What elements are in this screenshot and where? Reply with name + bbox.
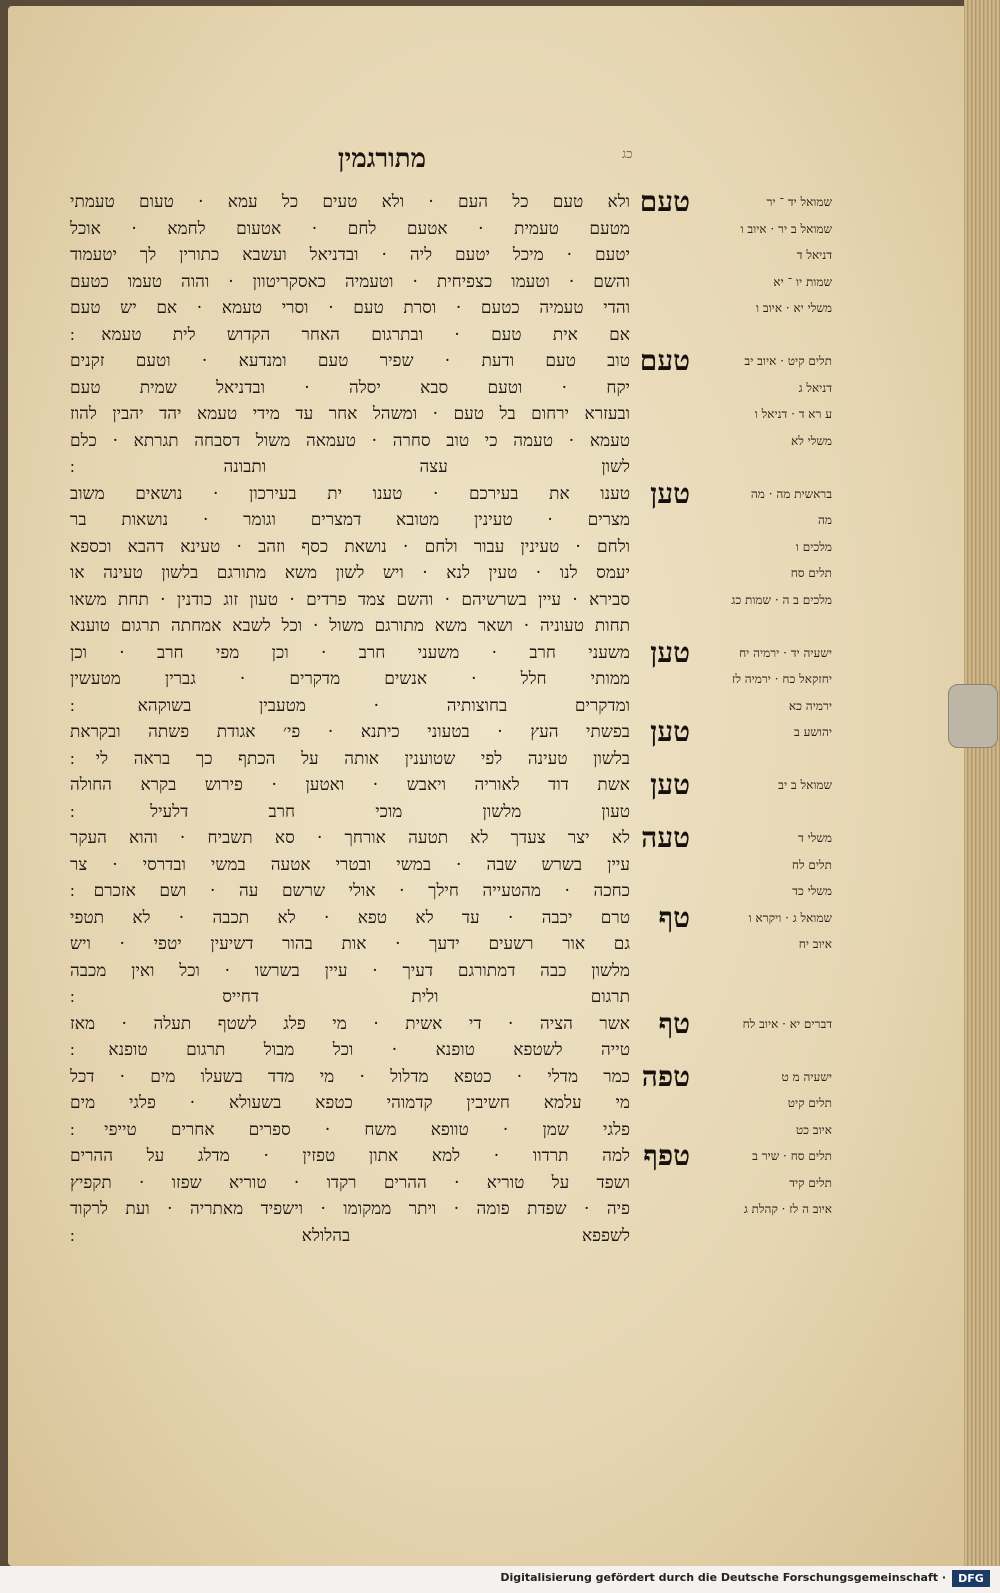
text-line: אשר הציה · די אשית · מי פלג לשטף תעלה · מאז bbox=[70, 1013, 630, 1034]
folio-number: כג bbox=[622, 147, 633, 162]
text-line: לשון עצה ותבונה ׃ bbox=[70, 457, 630, 477]
digitization-footer bbox=[0, 1566, 1000, 1593]
headword: טפה bbox=[641, 1059, 690, 1093]
footer-credit: Digitalisierung gefördert durch die Deutsche Forschungsgemeinschaft · bbox=[500, 1571, 946, 1584]
text-line: טוב טעם ודעת · שפיר טעם ומנדעא · וטעם זקנים bbox=[70, 351, 630, 371]
headword: טף bbox=[658, 1006, 690, 1040]
margin-reference: דניאל ד bbox=[796, 248, 832, 262]
text-line: לא יצר צעדך לא תטעה אורחך · סא תשביח · והוא העקר bbox=[70, 828, 630, 848]
margin-reference: תלים קיד bbox=[789, 1175, 832, 1190]
margin-reference: בראשית מה · מה bbox=[750, 486, 832, 501]
text-line: פיה · שפדת פומה · ויתר ממקומו · וישפיד מאתריה · ועת לרקוד bbox=[70, 1199, 630, 1219]
margin-reference: משלי לא bbox=[791, 433, 832, 448]
page-header: מתורגמין bbox=[337, 144, 427, 174]
margin-reference: תלים קיט · איוב יב bbox=[744, 354, 832, 368]
margin-reference: תלים סח · שיר ב bbox=[752, 1149, 832, 1163]
margin-reference: שמואל ג · ויקרא ו bbox=[748, 910, 832, 925]
text-line: אם אית טעם · ובתרגום האחר הקדוש לית טעמא ׃ bbox=[70, 324, 630, 345]
headword: טען bbox=[650, 635, 690, 669]
margin-reference: ירמיה כא bbox=[788, 698, 832, 713]
text-line: ממותי חלל · אנשים מדקרים · גברין מטעשין bbox=[70, 669, 630, 689]
margin-reference: משלי יא · איוב ו bbox=[755, 301, 832, 315]
text-line: יטעם · מיכל יטעם ליה · ובדניאל ועשבא כתורין לך יטעמוד bbox=[70, 245, 630, 265]
text-line: אשת דוד לאוריה ויאבש · ואטען · פירוש בקרא החולה bbox=[70, 775, 630, 795]
main-text bbox=[70, 188, 630, 1258]
text-line: כמר מדלי · כטפא מדלול · מי מדד בשעלו מים · דכל bbox=[70, 1066, 630, 1087]
margin-reference: יהושע ב bbox=[793, 725, 832, 739]
margin-reference: ישעיה מ ט bbox=[781, 1069, 832, 1084]
margin-reference: שמואל ב יב bbox=[778, 778, 832, 792]
margin-reference: איוב ה לז · קהלת ג bbox=[743, 1202, 832, 1216]
margin-reference: דברים יא · איוב לח bbox=[742, 1016, 832, 1031]
margin-reference: תלים קיט bbox=[787, 1096, 832, 1110]
margin-reference: יחזקאל כח · ירמיה לז bbox=[731, 672, 832, 686]
headword: טעם bbox=[639, 185, 690, 218]
margin-reference: שמות יו ־ יא bbox=[773, 274, 832, 289]
text-line: ושפד על טוריא · ההרים רקדו · טוריא שפזו · תקפיץ bbox=[70, 1172, 630, 1193]
text-line: יקח · וטעם סבא יסלה · ובדניאל שמית טעם bbox=[70, 377, 630, 398]
text-line: ולחם · טעינין עבור ולחם · נושאת כסף וזהב · טעינא דהבא וכספא bbox=[70, 536, 630, 557]
text-line: כחכה · מהטעייה חילך · אולי שרשם עה · ושם אזכרם ׃ bbox=[70, 881, 630, 901]
margin-reference: איוב יח bbox=[798, 937, 832, 951]
margin-reference: איוב כט bbox=[795, 1122, 832, 1137]
text-line: משעני חרב · משעני חרב · וכן מפי חרב · וכן bbox=[70, 642, 630, 663]
headword: טעם bbox=[639, 344, 690, 377]
text-line: והדי טעמיה כטעם · וסרת טעם · וסרי טעמא · אם יש טעם bbox=[70, 298, 630, 318]
text-line: מטעם טעמית · אטעם לחם · אטעום לחמא · אוכל bbox=[70, 218, 630, 239]
text-line: מלשון כבה דמתורגם דעיך · עיין בשרשו · וכל ואין מכבה bbox=[70, 960, 630, 981]
headword: טען bbox=[650, 715, 690, 748]
headword: טפף bbox=[643, 1139, 690, 1172]
text-line: בפשתי העץ · בטעוני כיתנא · פי׳ אגודת פשתה ובקראת bbox=[70, 722, 630, 742]
dfg-logo[interactable]: DFG bbox=[952, 1570, 990, 1587]
text-line: טעון מלשון מוכי חרב דלעיל ׃ bbox=[70, 801, 630, 822]
text-line: מצרים · טעינין מטובא דמצרים וגומר · נושאות בר bbox=[70, 510, 630, 530]
margin-reference: דניאל ג bbox=[798, 380, 832, 395]
text-line: טעמא · טעמה כי טוב סחרה · טעמאה משול דסבחה תגרתא · כלם bbox=[70, 430, 630, 451]
text-line: תרגום ולית דחייס ׃ bbox=[70, 987, 630, 1007]
margin-reference: תלים סח bbox=[790, 566, 832, 580]
margin-references bbox=[692, 188, 832, 1258]
text-line: פלגי שמן · טוופא משח · ספרים אחרים טייפי ׃ bbox=[70, 1119, 630, 1140]
text-line: טענו את בעירכם · טענו ית בעירכון · נושאים משוב bbox=[70, 483, 630, 504]
text-line: בלשון טעינה לפי שטוענין אותה על הכתף כך בראה לי ׃ bbox=[70, 748, 630, 769]
headword-column bbox=[630, 185, 690, 1258]
margin-reference: מה bbox=[817, 513, 832, 527]
margin-reference: ישעיה יד · ירמיה יח bbox=[739, 645, 832, 660]
margin-reference: ע רא ד · דניאל ו bbox=[754, 407, 832, 421]
page-edges bbox=[964, 0, 1000, 1566]
text-line: יעמס לנו · טעין לנא · ויש לשון משא מתורגם בלשון טעינה או bbox=[70, 563, 630, 583]
text-line: טרם יכבה · עד לא טפא · לא תכבה · לא תטפי bbox=[70, 907, 630, 928]
margin-reference: משלי כד bbox=[792, 884, 832, 898]
headword: טעה bbox=[641, 821, 690, 854]
text-line: תחות טעוניה · ושאר משא מתורגם משול · וכל לשבא אמחתה תרגום טוענא bbox=[70, 616, 630, 636]
margin-reference: מלכים ב ה · שמות כג bbox=[731, 592, 832, 607]
text-line: והשם · וטעמו כצפיחית · וטעמיה כאסקריטוון · והוה טעמו כטעם bbox=[70, 271, 630, 292]
text-line: טייה לשטפא טופנא · וכל מבול תרגום טופנא ׃ bbox=[70, 1040, 630, 1060]
text-line: ובעזרא ירחום בל טעם · ומשהל אחר עד מידי טעמא יהד יהבין להוז bbox=[70, 404, 630, 424]
text-line: גם אור רשעים ידעך · אות בהור דשיעין יטפי · ויש bbox=[70, 934, 630, 954]
text-line: ומדקרים בחוצותיה · מטעבין בשוקהא ׃ bbox=[70, 695, 630, 716]
margin-reference: משלי ד bbox=[798, 831, 832, 845]
margin-reference: שמואל יד ־ יר bbox=[766, 195, 832, 209]
page-clip-tab bbox=[948, 684, 998, 748]
text-line: עיין בשרש שבה · במשי ובטרי אטעה במשי ובדרסי · צר bbox=[70, 854, 630, 875]
text-line: ולא טעם כל העם · ולא טעים כל עמא · טעום טעמתי bbox=[70, 192, 630, 212]
text-line: לשפפא בהלולא ׃ bbox=[70, 1225, 630, 1246]
text-line: סבירא · עיין בשרשיהם · והשם צמד פרדים · טעון זוג כודנין · תחת משאו bbox=[70, 589, 630, 610]
headword: טען bbox=[650, 476, 690, 510]
text-line: למה תרדוו · למא אתון טפזין · מדלג על ההרים bbox=[70, 1146, 630, 1166]
text-line: מי עלמא חשיבין קדמוהי כטפא בשעולא · פלגי מים bbox=[70, 1093, 630, 1113]
headword: טף bbox=[658, 900, 690, 934]
margin-reference: מלכים ו bbox=[795, 539, 832, 554]
headword: טען bbox=[650, 768, 690, 801]
margin-reference: תלים לח bbox=[791, 857, 832, 872]
margin-reference: שמואל ב יר · איוב ו bbox=[740, 221, 832, 236]
